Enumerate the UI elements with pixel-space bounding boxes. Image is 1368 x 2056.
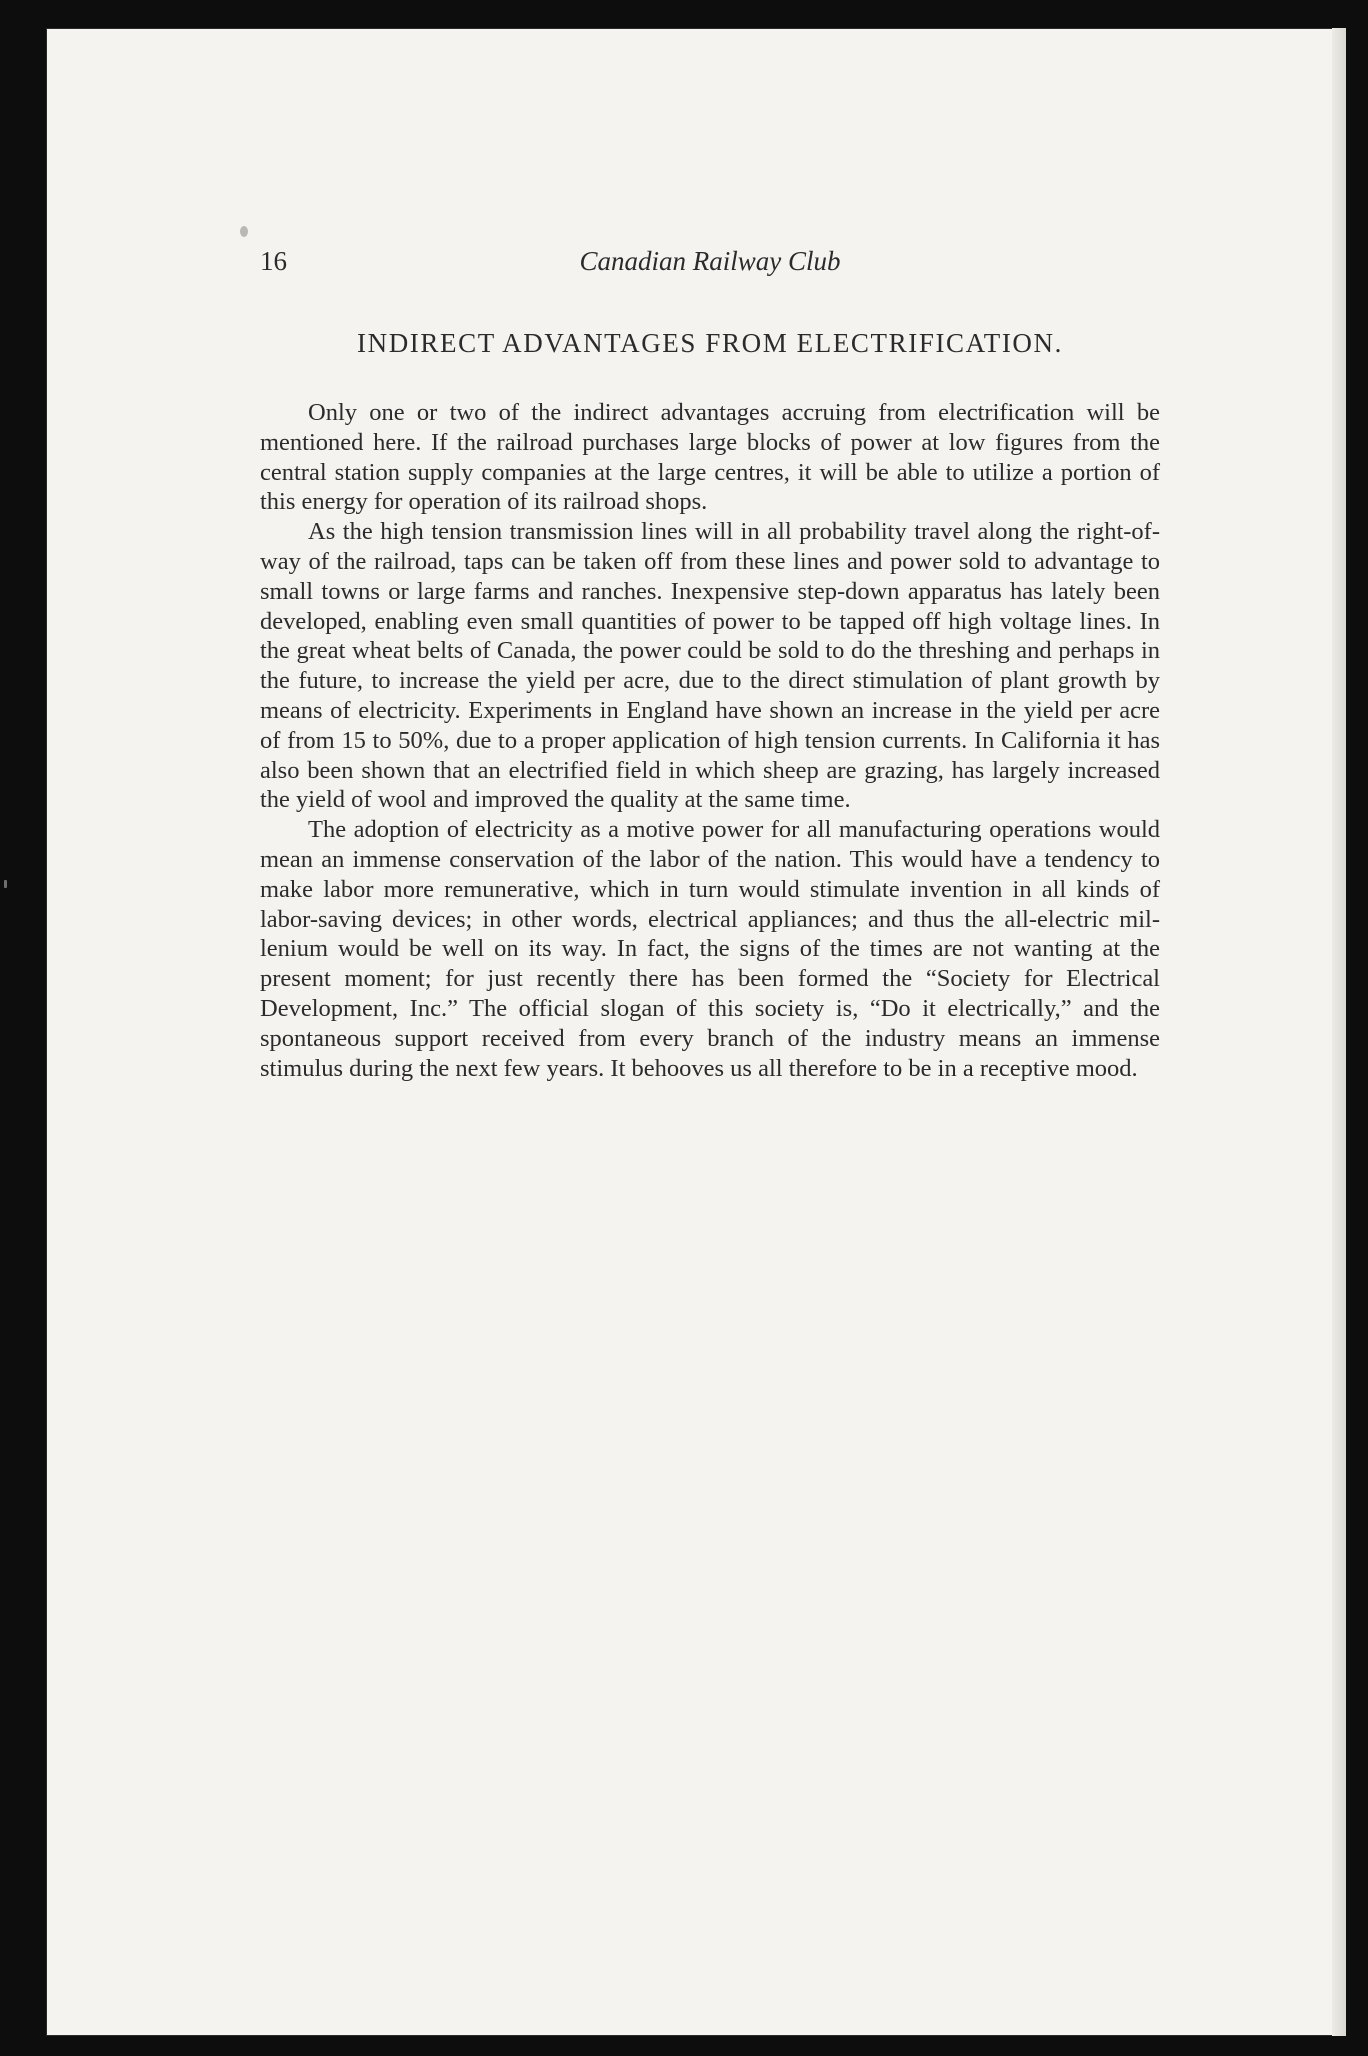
scan-speck xyxy=(240,226,248,237)
paragraph: As the high tension transmission lines will in all probability travel along the right-of-way of the railroad, taps can be taken off from these lines and power sold to advantage to small towns or large farms and ranches. Inexpensive step-down apparatus has lately been developed, enabling even small quantities of power to be tapped off high voltage lines. In the great wheat belts of Canada, the power could be sold to do the threshing and perhaps in the future, to increase the yield per acre, due to the direct stimulation of plant growth by means of electricity. Experiments in England have shown an increase in the yield per acre of from 15 to 50%, due to a proper application of high tension currents. In California it has also been shown that an electrified field in which sheep are grazing, has largely increased the yield of wool and improved the quality at the same time. xyxy=(260,518,1160,814)
running-title: Canadian Railway Club xyxy=(579,246,841,276)
paragraph: Only one or two of the indirect advantages accruing from electrification will be mentioned here. If the railroad purchases large blocks of power at low figures from the central station supply companies at the large centres, it will be able to utilize a portion of this energy for operation of its railroad shops. xyxy=(260,399,1160,516)
scan-mark xyxy=(4,880,7,888)
paragraph: The adoption of electricity as a motive power for all manufacturing operations would mean an immense conservation of the labor of the nation. This would have a tendency to make labor more remunerative, which in turn would stimulate invention in all kinds of labor-saving devices; in other words, electrical appliances; and thus the all-electric millenium would be well on its way. In fact, the signs of the times are not wanting at the present moment; for just recently there has been formed the “Society for Electrical Development, Inc.” The official slogan of this society is, “Do it electrically,” and the spontaneous support received from every branch of the industry means an immense stimulus during the next few years. It behooves us all therefore to be in a receptive mood. xyxy=(260,816,1160,1082)
body-text xyxy=(260,398,1160,1083)
document-page xyxy=(46,28,1346,2036)
section-heading: INDIRECT ADVANTAGES FROM ELECTRIFICATION. xyxy=(357,328,1063,358)
page-number: 16 xyxy=(260,246,287,276)
running-head xyxy=(260,246,1160,286)
